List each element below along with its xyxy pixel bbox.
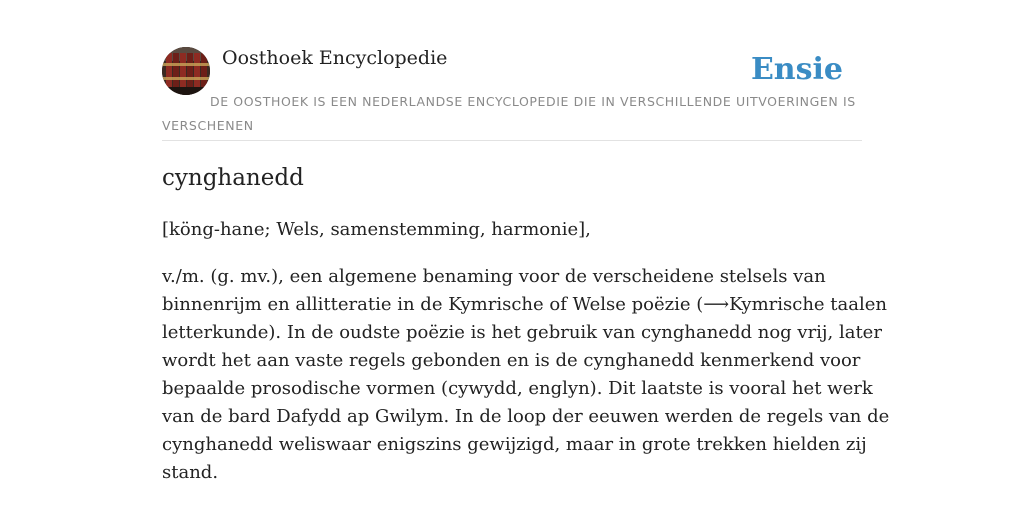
site-header xyxy=(162,46,862,141)
body-line: stand. xyxy=(162,462,219,483)
body-line: letterkunde). In de oudste poëzie is het gebruik van cynghanedd nog vrij, later xyxy=(162,322,882,343)
site-name[interactable]: Oosthoek Encyclopedie xyxy=(222,47,448,69)
brand-logo[interactable]: Ensie xyxy=(750,52,843,87)
body-line: v./m. (g. mv.), een algemene benaming voor de verscheidene stelsels van xyxy=(162,266,826,287)
body-line: van de bard Dafydd ap Gwilym. In de loop der eeuwen werden de regels van de xyxy=(162,406,890,427)
article-title: cynghanedd xyxy=(162,165,304,191)
body-line: cynghanedd weliswaar enigszins gewijzigd, maar in grote trekken hielden zij xyxy=(162,434,867,455)
body-line: wordt het aan vaste regels gebonden en is de cynghanedd kenmerkend voor xyxy=(162,350,861,371)
article-body xyxy=(162,263,890,487)
article-etymology: [köng-hane; Wels, samenstemming, harmonie], xyxy=(162,219,591,240)
body-line: bepaalde prosodische vormen (cywydd, englyn). Dit laatste is vooral het werk xyxy=(162,378,873,399)
encyclopedia-books-icon[interactable] xyxy=(162,47,210,95)
site-tagline: DE OOSTHOEK IS EEN NEDERLANDSE ENCYCLOPEDIE DIE IN VERSCHILLENDE UITVOERINGEN IS VERSCHENEN xyxy=(162,94,856,133)
body-line: binnenrijm en allitteratie in de Kymrische of Welse poëzie (⟶Kymrische taalen xyxy=(162,294,887,315)
